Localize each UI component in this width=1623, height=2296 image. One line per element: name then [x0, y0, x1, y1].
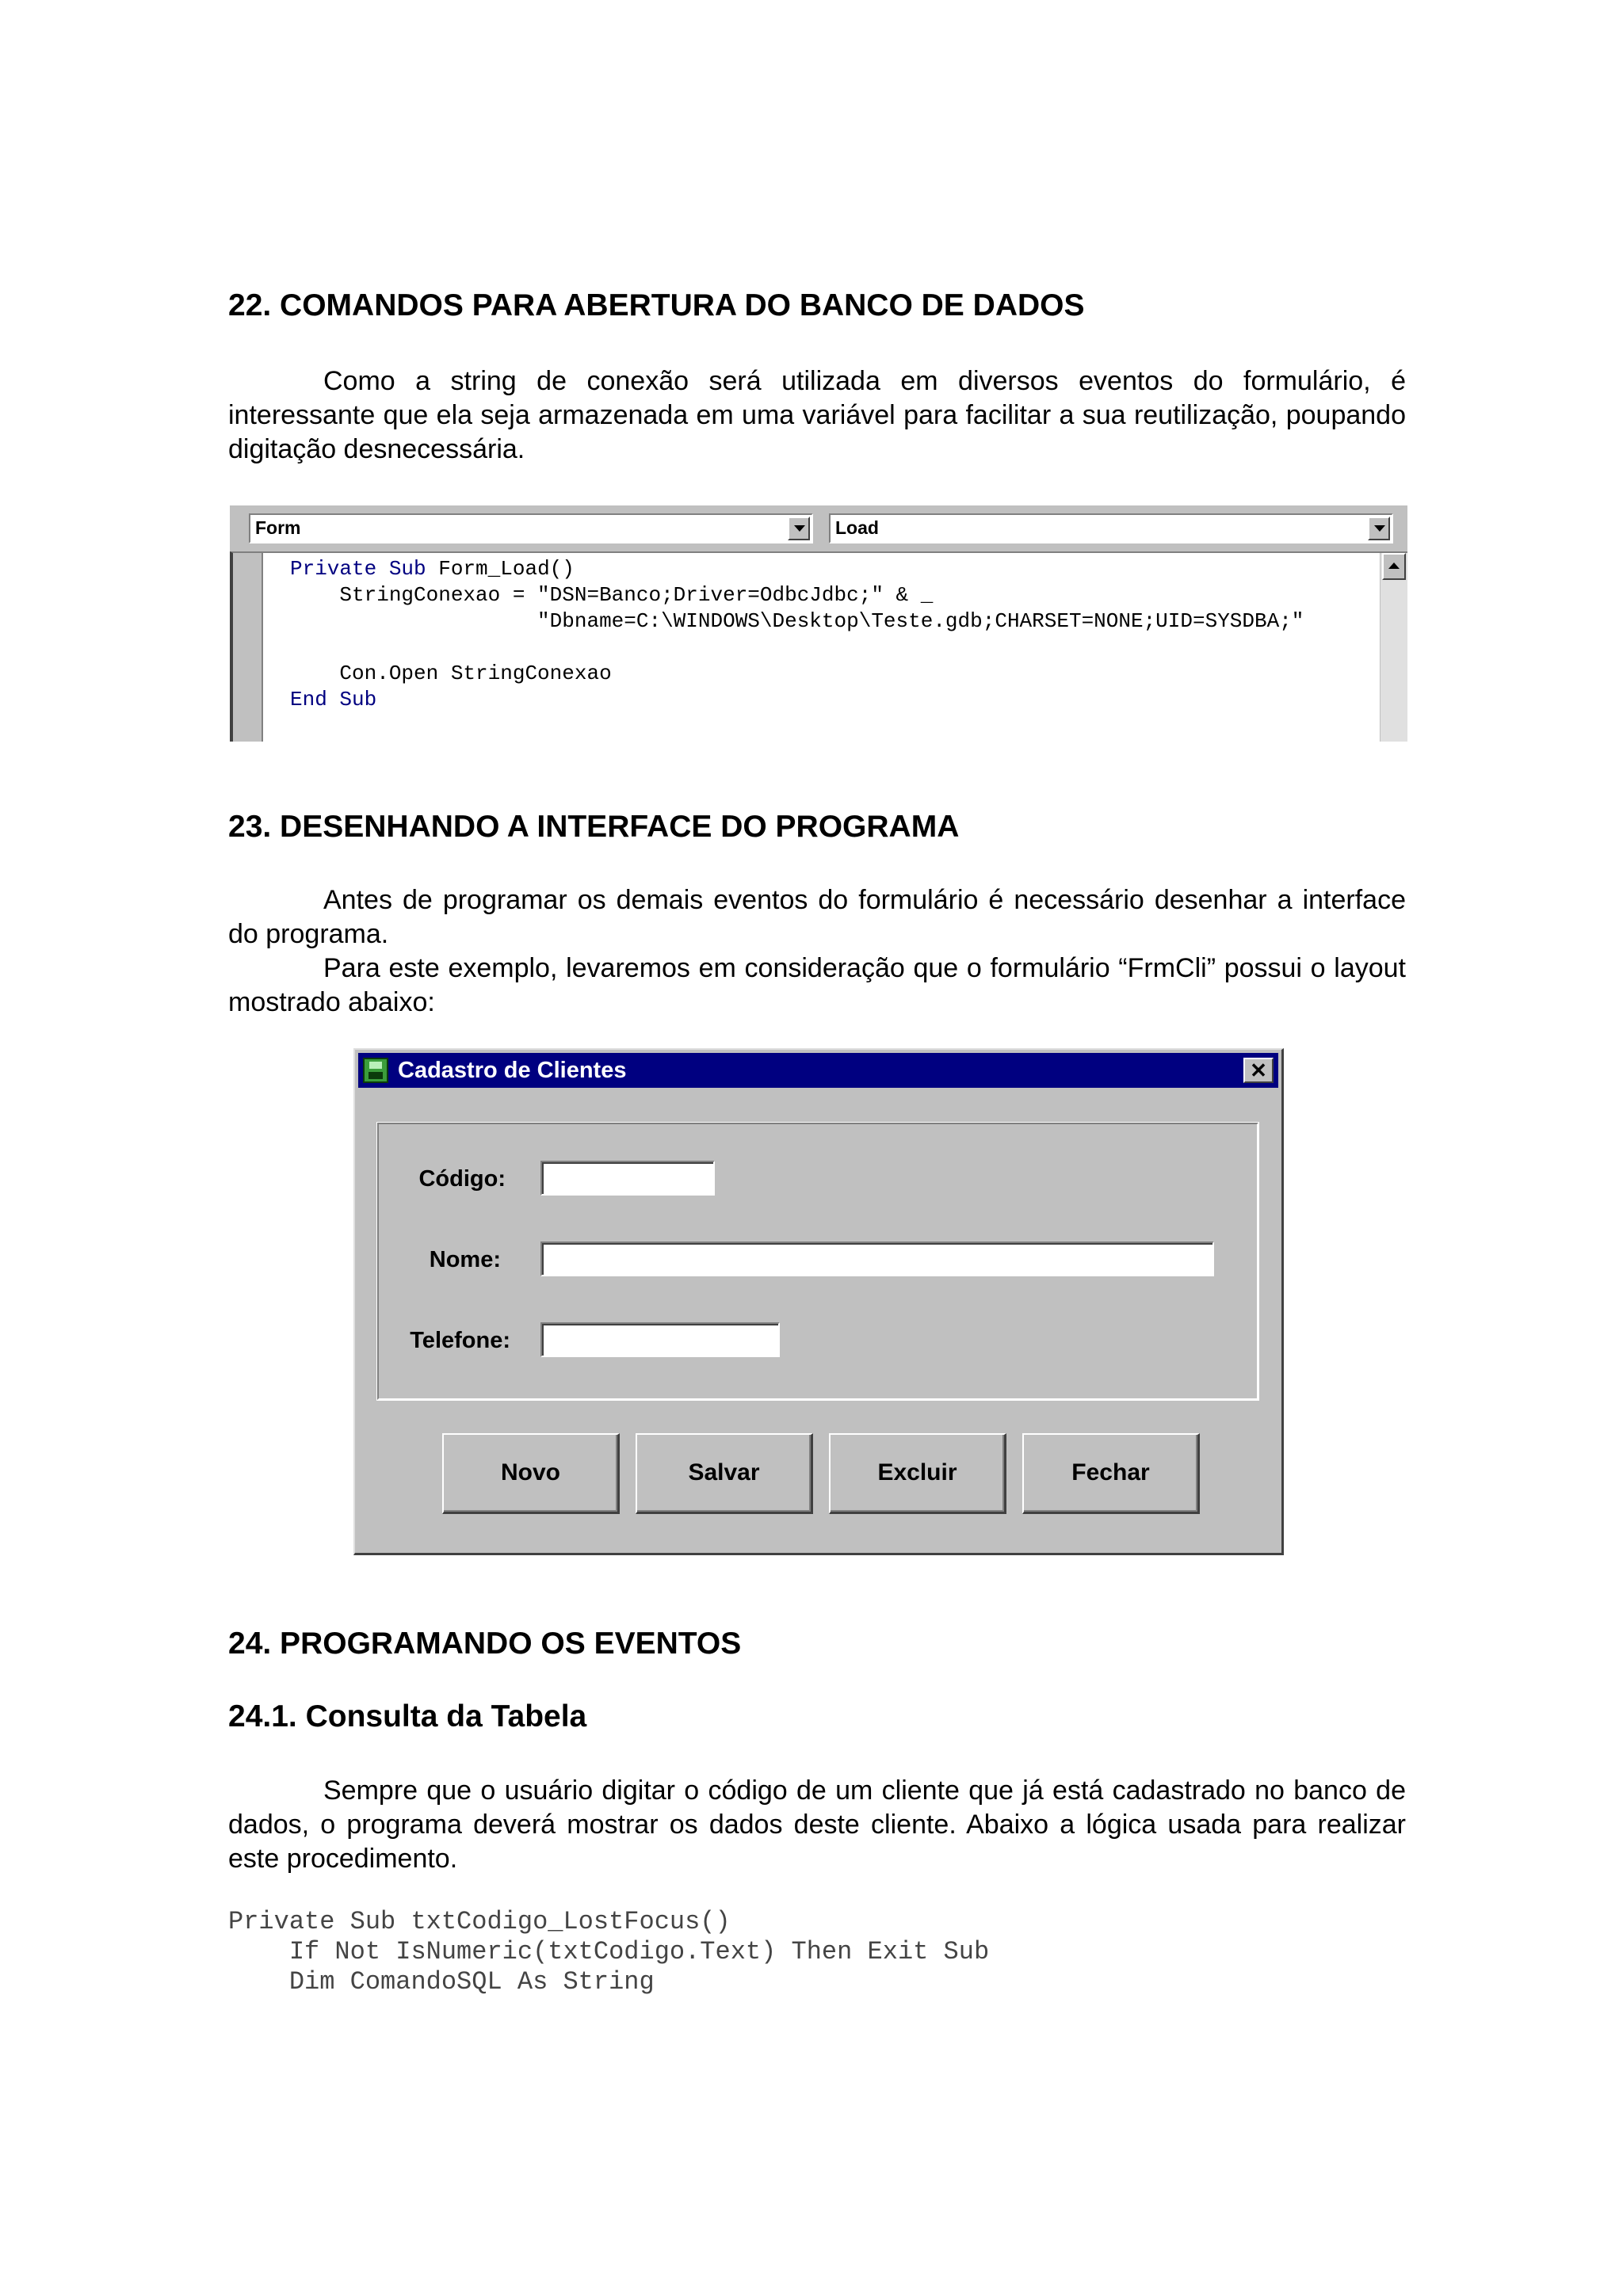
codigo-input[interactable] — [540, 1161, 715, 1196]
procedure-combo-value: Load — [835, 517, 879, 538]
fechar-button[interactable]: Fechar — [1022, 1433, 1200, 1514]
object-combo[interactable] — [249, 513, 813, 543]
section-23-paragraphs — [228, 883, 1406, 1020]
window-title: Cadastro de Clientes — [398, 1058, 627, 1083]
code-snippet — [228, 1907, 989, 1997]
codigo-label: Código: — [418, 1166, 506, 1192]
code-keyword: End Sub — [290, 688, 377, 711]
vertical-scrollbar[interactable] — [1380, 553, 1407, 742]
section-22-heading: 22. COMANDOS PARA ABERTURA DO BANCO DE DADOS — [228, 288, 1085, 322]
section-24-1-heading: 24.1. Consulta da Tabela — [228, 1699, 587, 1733]
close-button[interactable]: ✕ — [1243, 1058, 1274, 1083]
telefone-input[interactable] — [540, 1322, 780, 1357]
code-line: Con.Open StringConexao — [290, 662, 612, 685]
code-line: Form_Load() — [426, 557, 575, 581]
code-area[interactable] — [230, 551, 1407, 742]
window-titlebar — [358, 1053, 1278, 1088]
section-23-heading: 23. DESENHANDO A INTERFACE DO PROGRAMA — [228, 810, 960, 844]
object-combo-value: Form — [255, 517, 301, 538]
scroll-up-icon[interactable] — [1382, 553, 1406, 580]
procedure-combo[interactable] — [829, 513, 1393, 543]
nome-label: Nome: — [429, 1247, 501, 1272]
telefone-label: Telefone: — [410, 1328, 510, 1353]
salvar-button[interactable]: Salvar — [636, 1433, 813, 1514]
excluir-button[interactable]: Excluir — [829, 1433, 1006, 1514]
section-23-text-1: Antes de programar os demais eventos do formulário é necessário desenhar a interface do programa. — [228, 885, 1406, 949]
editor-gutter — [233, 553, 263, 742]
nome-input[interactable] — [540, 1241, 1214, 1276]
code-line: StringConexao = "DSN=Banco;Driver=OdbcJdbc;" & _ — [290, 583, 934, 607]
novo-button[interactable]: Novo — [442, 1433, 620, 1514]
code-line: Dim ComandoSQL As String — [228, 1967, 655, 1997]
code-line: If Not IsNumeric(txtCodigo.Text) Then Exit Sub — [228, 1937, 990, 1966]
cadastro-clientes-window — [353, 1048, 1284, 1555]
section-24-text: Sempre que o usuário digitar o código de um cliente que já está cadastrado no banco de dados, o programa deverá mostrar os dados deste cliente. Abaixo a lógica usada para realizar este procedimento. — [228, 1775, 1406, 1874]
code-listing — [290, 556, 1304, 713]
section-23-text-2: Para este exemplo, levaremos em consideração que o formulário “FrmCli” possui o layout mostrado abaixo: — [228, 953, 1406, 1017]
chevron-down-icon[interactable] — [1368, 517, 1390, 540]
section-22-text: Como a string de conexão será utilizada em diversos eventos do formulário, é interessante que ela seja armazenada em uma variável para facilitar a sua reutilização, poupando digitação desnecessária. — [228, 366, 1406, 464]
chevron-down-icon[interactable] — [788, 517, 810, 540]
floppy-disk-icon — [363, 1058, 388, 1083]
section-24-heading: 24. PROGRAMANDO OS EVENTOS — [228, 1627, 742, 1661]
section-22-paragraph — [228, 364, 1406, 467]
section-24-paragraph — [228, 1774, 1406, 1876]
code-line: "Dbname=C:\WINDOWS\Desktop\Teste.gdb;CHARSET=NONE;UID=SYSDBA;" — [290, 609, 1304, 633]
code-editor-window — [228, 504, 1407, 742]
code-keyword: Private Sub — [290, 557, 426, 581]
code-line: Private Sub txtCodigo_LostFocus() — [228, 1907, 731, 1936]
